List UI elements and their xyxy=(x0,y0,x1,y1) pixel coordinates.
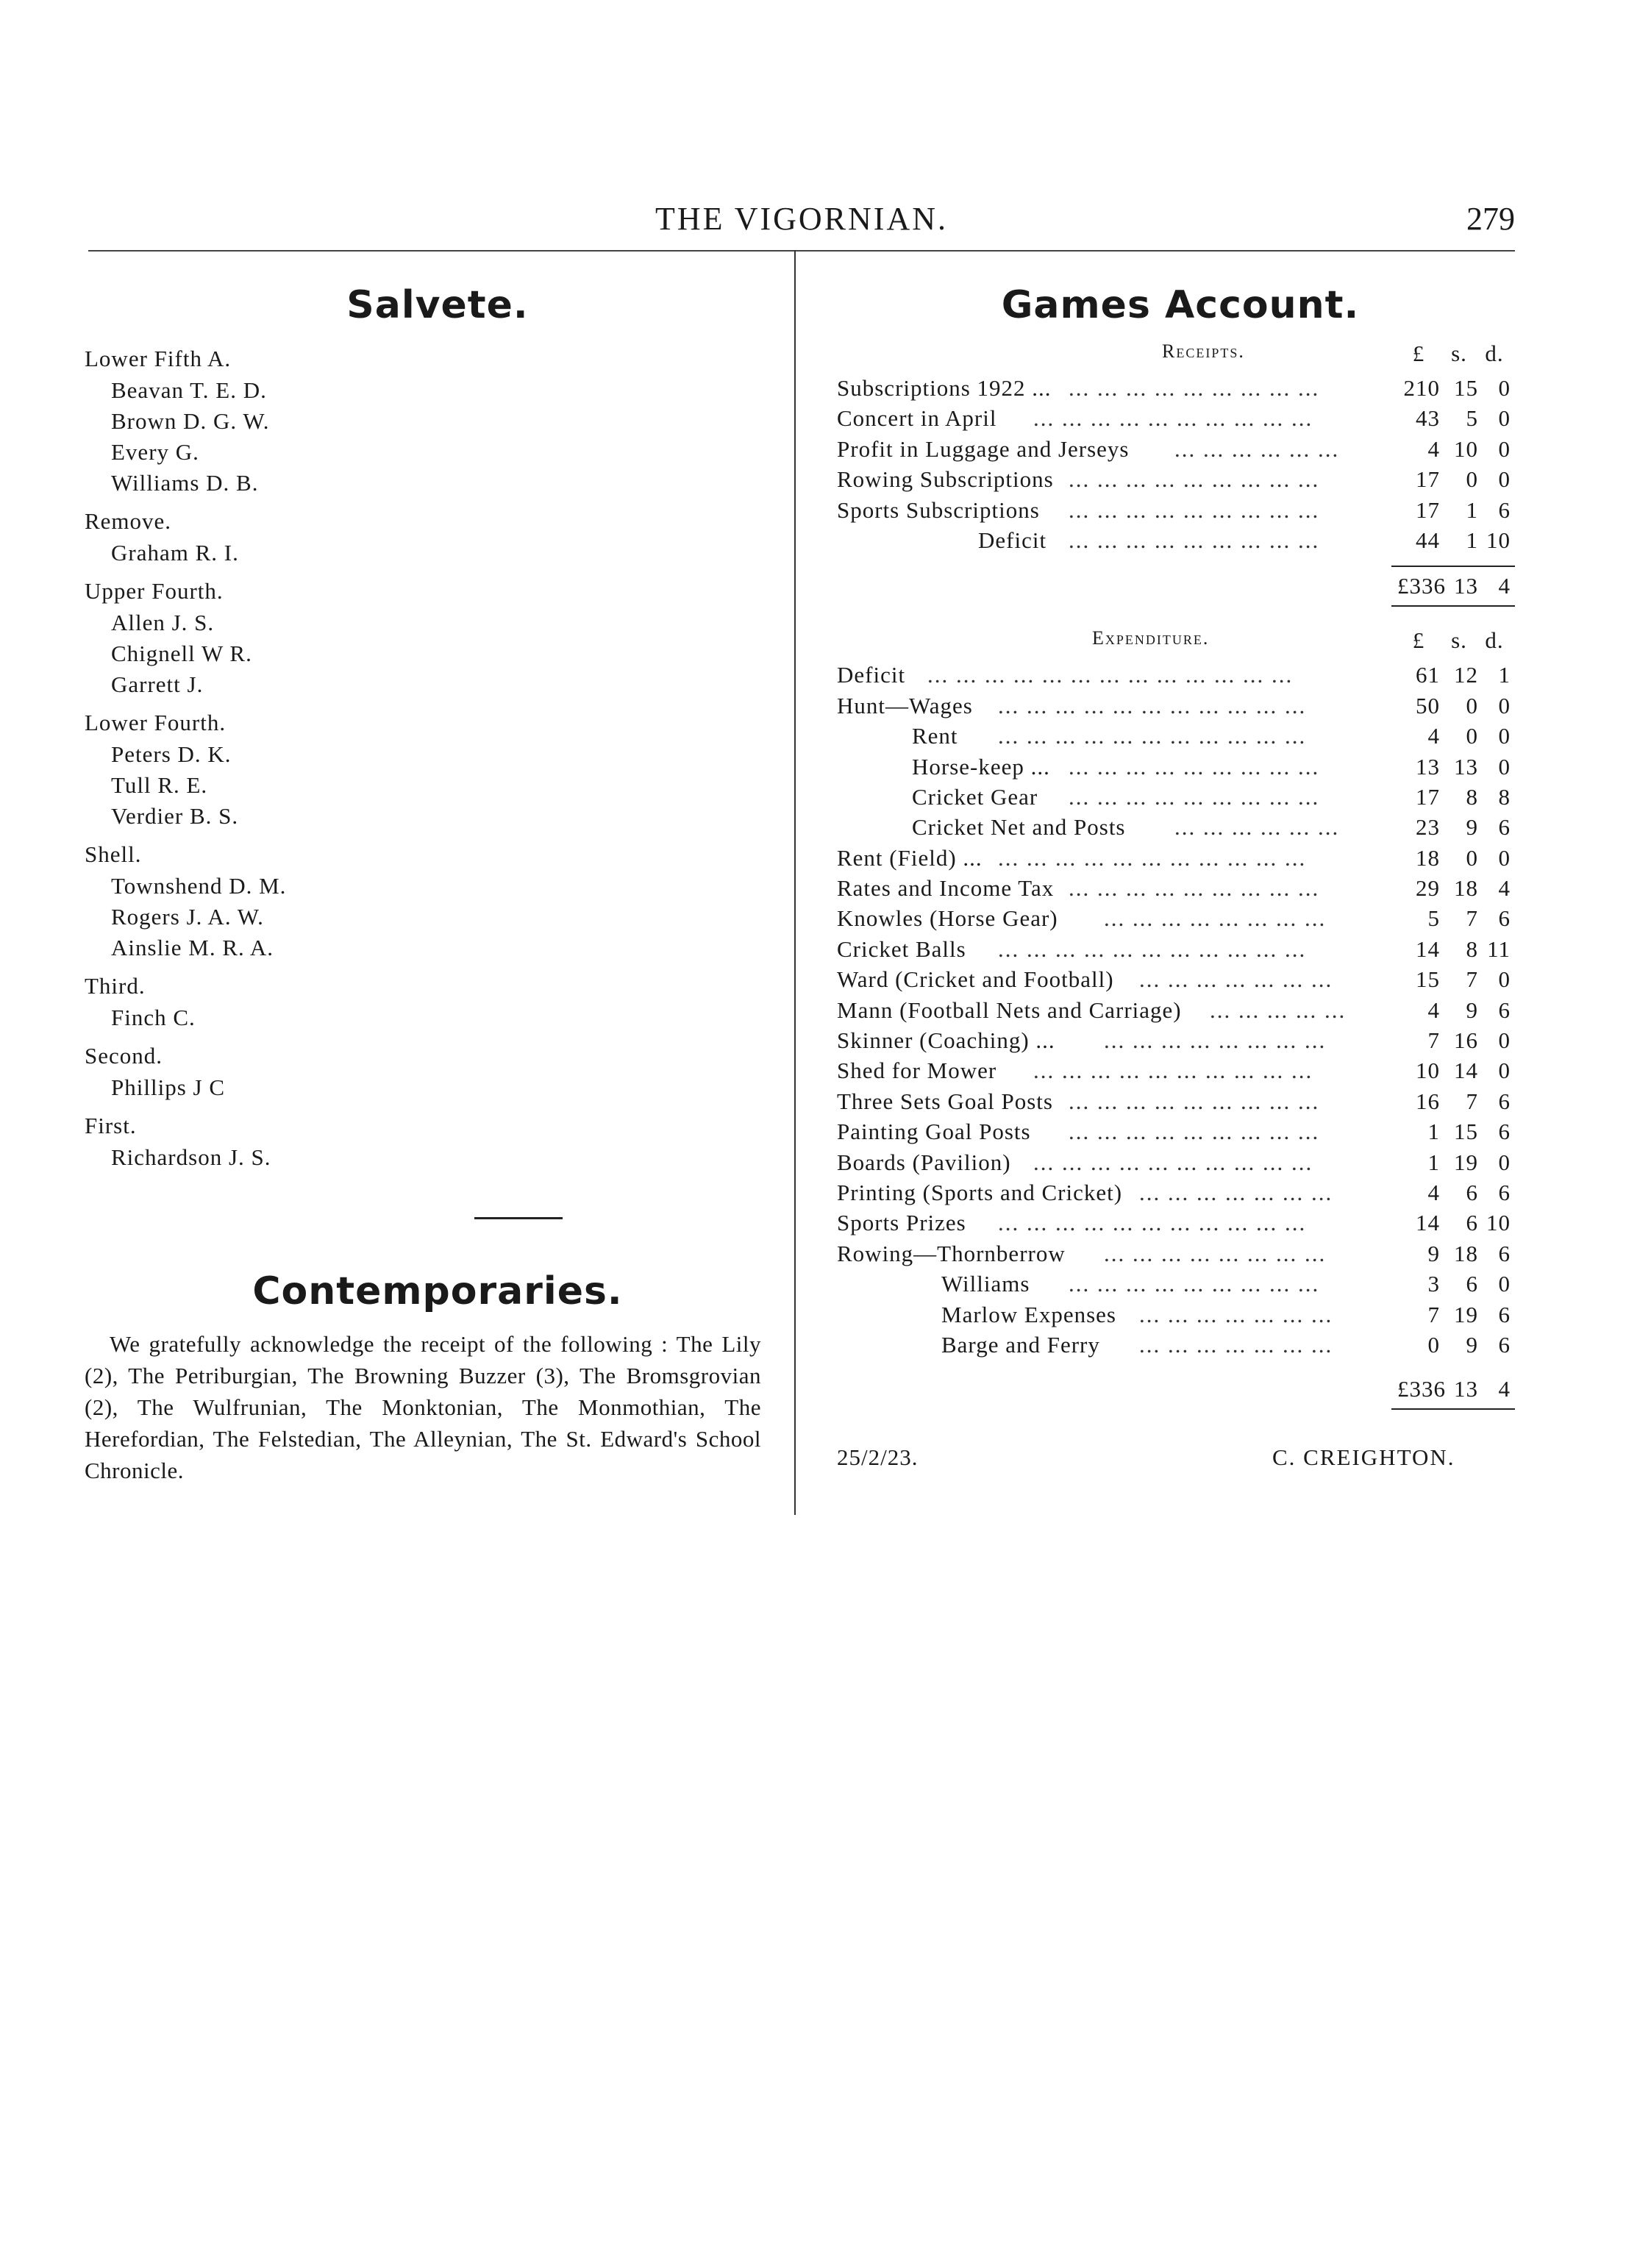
account-row xyxy=(831,934,1515,964)
item-amount xyxy=(1397,1238,1515,1269)
item-amount xyxy=(1397,873,1515,903)
shillings-header: s. xyxy=(1451,340,1467,366)
form-label: Second. xyxy=(85,1043,163,1069)
item-label: Rowing Subscriptions xyxy=(837,466,1054,493)
form-label: Third. xyxy=(85,973,146,999)
running-head xyxy=(88,200,1515,244)
pence-value: 6 xyxy=(1498,1119,1511,1145)
account-row xyxy=(831,1055,1515,1085)
shillings-value: 15 xyxy=(1454,1119,1478,1145)
pounds-value: 4 xyxy=(1427,723,1440,749)
account-row xyxy=(831,495,1515,525)
pence-value: 6 xyxy=(1498,1088,1511,1114)
item-amount xyxy=(1397,1208,1515,1238)
student-name: Phillips J C xyxy=(111,1074,225,1100)
leader-dots: ... ... ... ... ... ... ... ... ... ... ... ... ... xyxy=(927,662,1294,688)
student-name: Finch C. xyxy=(111,1005,196,1030)
pounds-value: 17 xyxy=(1416,783,1440,810)
section-rule xyxy=(474,1217,563,1219)
item-amount xyxy=(1397,691,1515,721)
item-amount xyxy=(1397,1055,1515,1085)
item-amount xyxy=(1397,1116,1515,1147)
shillings-value: 19 xyxy=(1454,1149,1478,1175)
leader-dots: ... ... ... ... ... ... xyxy=(1174,435,1340,462)
shillings-value: 9 xyxy=(1466,1331,1478,1358)
shillings-value: 18 xyxy=(1454,1240,1478,1266)
receipts-total xyxy=(831,567,1515,605)
receipts-header xyxy=(831,340,1515,373)
item-amount xyxy=(1397,464,1515,494)
item-amount xyxy=(1397,934,1515,964)
total-shillings: 13 xyxy=(1454,1376,1478,1402)
games-account-heading: Games Account. xyxy=(1001,283,1360,327)
pounds-value: 23 xyxy=(1416,814,1440,841)
item-label: Concert in April xyxy=(837,405,997,432)
currency-header xyxy=(1397,627,1515,654)
shillings-value: 18 xyxy=(1454,875,1478,902)
item-amount xyxy=(1397,995,1515,1025)
leader-dots: ... ... ... ... ... ... ... ... ... ... xyxy=(1033,1058,1313,1084)
account-row xyxy=(831,843,1515,873)
account-date: 25/2/23. xyxy=(837,1444,919,1471)
leader-dots: ... ... ... ... ... ... ... ... ... ... xyxy=(1033,405,1313,432)
account-row xyxy=(831,1147,1515,1177)
pounds-value: 9 xyxy=(1427,1240,1440,1266)
account-row xyxy=(831,1208,1515,1238)
pounds-value: 14 xyxy=(1416,935,1440,962)
pence-value: 0 xyxy=(1498,405,1511,432)
pounds-value: 50 xyxy=(1416,692,1440,718)
student-name: Richardson J. S. xyxy=(111,1144,271,1170)
shillings-value: 0 xyxy=(1466,466,1478,493)
receipts-title: Receipts. xyxy=(1162,340,1245,362)
student-name: Williams D. B. xyxy=(111,470,259,496)
pounds-value: 15 xyxy=(1416,966,1440,993)
item-label: Williams xyxy=(941,1271,1030,1297)
shillings-value: 8 xyxy=(1466,783,1478,810)
account-row xyxy=(831,1116,1515,1147)
journal-title: THE VIGORNIAN. xyxy=(655,201,949,237)
item-label: Cricket Balls xyxy=(837,935,966,962)
expenditure-total xyxy=(831,1370,1515,1408)
shillings-value: 16 xyxy=(1454,1027,1478,1054)
shillings-header: s. xyxy=(1451,627,1467,654)
account-row xyxy=(831,1086,1515,1116)
shillings-value: 8 xyxy=(1466,935,1478,962)
shillings-value: 0 xyxy=(1466,723,1478,749)
column-divider xyxy=(794,250,796,1515)
pence-header: d. xyxy=(1485,627,1504,654)
item-amount xyxy=(1397,843,1515,873)
total-rule xyxy=(1391,1408,1515,1410)
salvete-heading: Salvete. xyxy=(346,283,529,327)
account-row xyxy=(831,782,1515,812)
account-row xyxy=(831,995,1515,1025)
leader-dots: ... ... ... ... ... ... ... ... ... xyxy=(1069,753,1320,780)
shillings-value: 7 xyxy=(1466,905,1478,932)
leader-dots: ... ... ... ... ... ... ... xyxy=(1139,966,1333,993)
pounds-value: 18 xyxy=(1416,844,1440,871)
account-row xyxy=(831,1299,1515,1330)
salvete-list xyxy=(85,342,761,1173)
account-row xyxy=(831,660,1515,690)
pounds-value: 17 xyxy=(1416,466,1440,493)
item-label: Marlow Expenses xyxy=(941,1301,1116,1327)
student-name: Graham R. I. xyxy=(111,540,239,566)
account-row xyxy=(831,873,1515,903)
leader-dots: ... ... ... ... ... ... ... ... ... ... ... xyxy=(998,935,1307,962)
pence-value: 0 xyxy=(1498,1149,1511,1175)
leader-dots: ... ... ... ... ... ... ... ... ... ... ... xyxy=(998,692,1307,718)
pounds-value: 7 xyxy=(1427,1027,1440,1054)
form-label: Lower Fourth. xyxy=(85,710,227,735)
receipts-rows xyxy=(831,373,1515,555)
currency-header xyxy=(1397,340,1515,367)
leader-dots: ... ... ... ... ... ... xyxy=(1174,814,1340,841)
total-rule xyxy=(1391,605,1515,607)
leader-dots: ... ... ... ... ... ... ... ... ... xyxy=(1069,466,1320,493)
account-row xyxy=(831,373,1515,403)
leader-dots: ... ... ... ... ... ... ... ... ... ... ... xyxy=(998,1210,1307,1236)
pence-value: 0 xyxy=(1498,753,1511,780)
total-shillings: 13 xyxy=(1454,573,1478,599)
pounds-value: 4 xyxy=(1427,435,1440,462)
item-label: Ward (Cricket and Football) xyxy=(837,966,1114,993)
item-label: Sports Prizes xyxy=(837,1210,966,1236)
item-amount xyxy=(1397,1086,1515,1116)
shillings-value: 1 xyxy=(1466,527,1478,553)
item-label: Sports Subscriptions xyxy=(837,496,1040,523)
item-label: Cricket Net and Posts xyxy=(912,814,1126,841)
student-name: Brown D. G. W. xyxy=(111,408,270,434)
form-label: Shell. xyxy=(85,841,142,867)
item-label: Cricket Gear xyxy=(912,783,1038,810)
leader-dots: ... ... ... ... ... ... ... ... ... xyxy=(1069,496,1320,523)
pence-value: 0 xyxy=(1498,692,1511,718)
shillings-value: 9 xyxy=(1466,996,1478,1023)
pence-value: 0 xyxy=(1498,966,1511,993)
pence-value: 0 xyxy=(1498,435,1511,462)
leader-dots: ... ... ... ... ... ... ... ... xyxy=(1104,1027,1327,1054)
item-amount xyxy=(1397,1330,1515,1360)
pounds-value: 4 xyxy=(1427,996,1440,1023)
student-name: Every G. xyxy=(111,439,199,465)
pence-value: 10 xyxy=(1486,1210,1511,1236)
shillings-value: 6 xyxy=(1466,1179,1478,1205)
account-row xyxy=(831,964,1515,994)
pence-value: 6 xyxy=(1498,996,1511,1023)
form-label: First. xyxy=(85,1113,137,1138)
pence-value: 6 xyxy=(1498,1179,1511,1205)
item-amount xyxy=(1397,903,1515,933)
pounds-value: 13 xyxy=(1416,753,1440,780)
account-row xyxy=(831,903,1515,933)
shillings-value: 0 xyxy=(1466,844,1478,871)
student-name: Rogers J. A. W. xyxy=(111,904,264,930)
item-label: Rowing—Thornberrow xyxy=(837,1240,1066,1266)
leader-dots: ... ... ... ... ... ... ... ... ... ... xyxy=(1033,1149,1313,1175)
pounds-value: 17 xyxy=(1416,496,1440,523)
right-column xyxy=(831,283,1515,1476)
pence-value: 0 xyxy=(1498,466,1511,493)
leader-dots: ... ... ... ... ... ... ... ... xyxy=(1104,1240,1327,1266)
shillings-value: 1 xyxy=(1466,496,1478,523)
leader-dots: ... ... ... ... ... ... ... ... ... xyxy=(1069,783,1320,810)
contemporaries-text: We gratefully acknowledge the receipt of the following : The Lily (2), The Petriburgian, The Browning Buzzer (3), The Bromsgrovian (2), The Wulfrunian, The Monktonian, The Monmothian, The Herefordian, The Felstedian, The Alleynian, The St. Edward's School Chronicle. xyxy=(85,1331,761,1483)
leader-dots: ... ... ... ... ... ... ... ... ... xyxy=(1069,1088,1320,1114)
expenditure-rows xyxy=(831,660,1515,1360)
pounds-value: 44 xyxy=(1416,527,1440,553)
account-row xyxy=(831,434,1515,464)
account-row xyxy=(831,812,1515,842)
pounds-header: £ xyxy=(1412,340,1425,366)
account-footer xyxy=(831,1439,1515,1476)
pounds-value: 14 xyxy=(1416,1210,1440,1236)
shillings-value: 15 xyxy=(1454,375,1478,401)
pence-value: 6 xyxy=(1498,814,1511,841)
leader-dots: ... ... ... ... ... ... ... ... xyxy=(1104,905,1327,932)
total-pence: 4 xyxy=(1498,573,1511,599)
pounds-value: 0 xyxy=(1427,1331,1440,1358)
pence-value: 11 xyxy=(1487,935,1511,962)
item-amount xyxy=(1397,373,1515,403)
expenditure-header xyxy=(831,627,1515,660)
leader-dots: ... ... ... ... ... ... ... ... ... xyxy=(1069,1271,1320,1297)
contemporaries-heading: Contemporaries. xyxy=(252,1269,623,1313)
form-label: Remove. xyxy=(85,508,172,534)
total-pence: 4 xyxy=(1498,1376,1511,1402)
pounds-header: £ xyxy=(1412,627,1425,654)
shillings-value: 9 xyxy=(1466,814,1478,841)
item-label: Deficit xyxy=(978,527,1047,553)
leader-dots: ... ... ... ... ... ... ... ... ... ... ... xyxy=(998,723,1307,749)
pence-value: 0 xyxy=(1498,375,1511,401)
account-row xyxy=(831,721,1515,751)
student-name: Beavan T. E. D. xyxy=(111,377,267,403)
shillings-value: 6 xyxy=(1466,1271,1478,1297)
pence-value: 1 xyxy=(1498,662,1511,688)
item-label: Barge and Ferry xyxy=(941,1331,1100,1358)
pence-value: 0 xyxy=(1498,1271,1511,1297)
pence-value: 6 xyxy=(1498,1301,1511,1327)
pounds-value: 10 xyxy=(1416,1058,1440,1084)
student-name: Peters D. K. xyxy=(111,741,232,767)
pounds-value: 3 xyxy=(1427,1271,1440,1297)
account-row xyxy=(831,1025,1515,1055)
item-label: Boards (Pavilion) xyxy=(837,1149,1011,1175)
item-amount xyxy=(1397,752,1515,782)
shillings-value: 13 xyxy=(1454,753,1478,780)
shillings-value: 0 xyxy=(1466,692,1478,718)
item-label: Rent (Field) ... xyxy=(837,844,983,871)
header-rule xyxy=(88,250,1515,252)
pounds-value: 29 xyxy=(1416,875,1440,902)
item-amount xyxy=(1397,1269,1515,1299)
pence-header: d. xyxy=(1485,340,1504,366)
shillings-value: 19 xyxy=(1454,1301,1478,1327)
item-amount xyxy=(1397,1177,1515,1208)
leader-dots: ... ... ... ... ... ... ... ... ... xyxy=(1069,527,1320,553)
leader-dots: ... ... ... ... ... ... ... ... ... xyxy=(1069,875,1320,902)
item-amount xyxy=(1397,964,1515,994)
account-row xyxy=(831,525,1515,555)
item-amount xyxy=(1397,403,1515,433)
pence-value: 0 xyxy=(1498,1058,1511,1084)
shillings-value: 14 xyxy=(1454,1058,1478,1084)
item-label: Printing (Sports and Cricket) xyxy=(837,1179,1123,1205)
account-row xyxy=(831,1177,1515,1208)
item-label: Profit in Luggage and Jerseys xyxy=(837,435,1130,462)
account-row xyxy=(831,691,1515,721)
pounds-value: 43 xyxy=(1416,405,1440,432)
pence-value: 0 xyxy=(1498,723,1511,749)
pence-value: 10 xyxy=(1486,527,1511,553)
item-label: Deficit xyxy=(837,662,906,688)
shillings-value: 12 xyxy=(1454,662,1478,688)
item-label: Skinner (Coaching) ... xyxy=(837,1027,1055,1054)
pounds-value: 16 xyxy=(1416,1088,1440,1114)
item-label: Subscriptions 1922 ... xyxy=(837,375,1052,401)
item-amount xyxy=(1397,434,1515,464)
pence-value: 4 xyxy=(1498,875,1511,902)
leader-dots: ... ... ... ... ... ... ... ... ... xyxy=(1069,375,1320,401)
item-amount xyxy=(1397,1299,1515,1330)
shillings-value: 5 xyxy=(1466,405,1478,432)
form-label: Lower Fifth A. xyxy=(85,346,232,371)
left-column xyxy=(85,283,761,1486)
item-label: Rent xyxy=(912,723,958,749)
pence-value: 0 xyxy=(1498,844,1511,871)
pence-value: 8 xyxy=(1498,783,1511,810)
leader-dots: ... ... ... ... ... ... ... xyxy=(1139,1331,1333,1358)
shillings-value: 10 xyxy=(1454,435,1478,462)
item-amount xyxy=(1397,525,1515,555)
item-amount xyxy=(1397,782,1515,812)
pounds-value: 1 xyxy=(1427,1119,1440,1145)
leader-dots: ... ... ... ... ... ... ... xyxy=(1139,1179,1333,1205)
shillings-value: 7 xyxy=(1466,966,1478,993)
student-name: Garrett J. xyxy=(111,671,204,697)
account-row xyxy=(831,464,1515,494)
total-pounds: £336 xyxy=(1397,1376,1446,1402)
item-label: Horse-keep ... xyxy=(912,753,1050,780)
student-name: Townshend D. M. xyxy=(111,873,287,899)
student-name: Chignell W R. xyxy=(111,641,252,666)
pence-value: 6 xyxy=(1498,496,1511,523)
item-label: Shed for Mower xyxy=(837,1058,997,1084)
account-row xyxy=(831,1330,1515,1360)
account-row xyxy=(831,1238,1515,1269)
leader-dots: ... ... ... ... ... ... ... xyxy=(1139,1301,1333,1327)
total-pounds: £336 xyxy=(1397,573,1446,599)
pence-value: 6 xyxy=(1498,1331,1511,1358)
pence-value: 0 xyxy=(1498,1027,1511,1054)
account-row xyxy=(831,752,1515,782)
pounds-value: 61 xyxy=(1416,662,1440,688)
pounds-value: 210 xyxy=(1403,375,1440,401)
signatory: C. CREIGHTON. xyxy=(1272,1444,1455,1471)
expenditure-title: Expenditure. xyxy=(1092,627,1210,649)
account-row xyxy=(831,403,1515,433)
leader-dots: ... ... ... ... ... ... ... ... ... ... ... xyxy=(998,844,1307,871)
item-amount xyxy=(1397,812,1515,842)
student-name: Tull R. E. xyxy=(111,772,208,798)
item-amount xyxy=(1397,660,1515,690)
item-amount xyxy=(1397,721,1515,751)
pounds-value: 1 xyxy=(1427,1149,1440,1175)
pounds-value: 4 xyxy=(1427,1179,1440,1205)
item-label: Rates and Income Tax xyxy=(837,875,1055,902)
pounds-value: 5 xyxy=(1427,905,1440,932)
shillings-value: 6 xyxy=(1466,1210,1478,1236)
page-number: 279 xyxy=(1466,201,1515,237)
item-label: Hunt—Wages xyxy=(837,692,973,718)
item-amount xyxy=(1397,1147,1515,1177)
item-label: Knowles (Horse Gear) xyxy=(837,905,1058,932)
leader-dots: ... ... ... ... ... ... ... ... ... xyxy=(1069,1119,1320,1145)
pounds-value: 7 xyxy=(1427,1301,1440,1327)
item-label: Mann (Football Nets and Carriage) xyxy=(837,996,1182,1023)
leader-dots: ... ... ... ... ... xyxy=(1210,996,1347,1023)
pence-value: 6 xyxy=(1498,1240,1511,1266)
item-label: Three Sets Goal Posts xyxy=(837,1088,1053,1114)
student-name: Ainslie M. R. A. xyxy=(111,935,274,960)
student-name: Allen J. S. xyxy=(111,610,215,635)
item-label: Painting Goal Posts xyxy=(837,1119,1031,1145)
item-amount xyxy=(1397,495,1515,525)
form-label: Upper Fourth. xyxy=(85,578,224,604)
shillings-value: 7 xyxy=(1466,1088,1478,1114)
pence-value: 6 xyxy=(1498,905,1511,932)
item-amount xyxy=(1397,1025,1515,1055)
student-name: Verdier B. S. xyxy=(111,803,239,829)
account-row xyxy=(831,1269,1515,1299)
